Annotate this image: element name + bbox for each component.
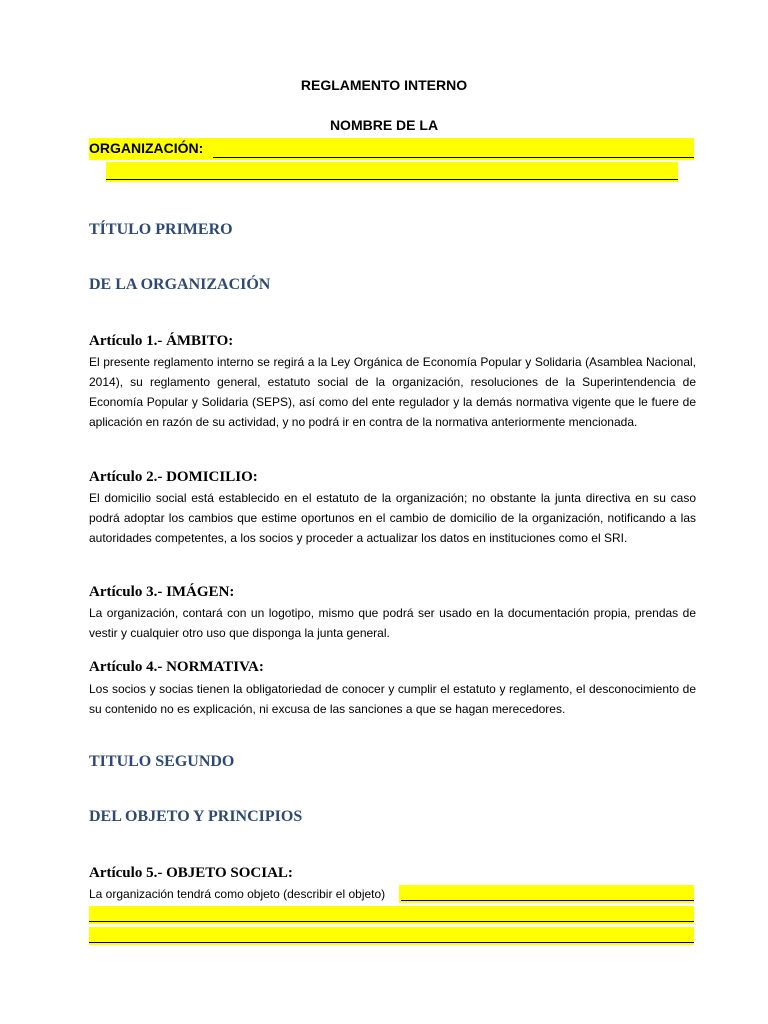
article-4-text: Los socios y socias tienen la obligatoriedad de conocer y cumplir el estatuto y reglamento, el desconocimiento de su contenido no es explicación, ni excusa de las sanciones a que se hagan merecedores. [89,682,696,716]
organization-label: ORGANIZACIÓN: [89,140,204,156]
article-5-title: Artículo 5.- OBJETO SOCIAL: [89,865,293,881]
article-1-text: El presente reglamento interno se regirá a la Ley Orgánica de Economía Popular y Solidaria (Asamblea Nacional, 2014), su reglamento general, estatuto social de la organización, resoluciones de la Superintendencia de Economía Popular y Solidaria (SEPS), así como del ente regulador y la demás normativa vigente que le fuere de aplicación en razón de su actividad, y no podrá ir en contra de la normativa anteriormente mencionada. [89,355,696,429]
organization-name-prefix: NOMBRE DE LA [329,117,439,133]
section-heading-de-la-organizacion: DE LA ORGANIZACIÓN [89,276,271,293]
object-description-line-3[interactable] [89,927,694,945]
section-heading-titulo-segundo: TITULO SEGUNDO [89,753,235,770]
article-2-title: Artículo 2.- DOMICILIO: [89,469,258,485]
section-heading-titulo-primero: TÍTULO PRIMERO [89,221,233,238]
organization-name-field[interactable] [89,138,694,160]
object-description-line-2[interactable] [89,906,694,924]
object-description-line-1[interactable] [89,885,694,903]
organization-fill-line-2 [106,179,678,180]
organization-name-field-continued[interactable] [106,162,678,182]
section-heading-del-objeto: DEL OBJETO Y PRINCIPIOS [89,808,303,825]
article-5-text: La organización tendrá como objeto (describir el objeto) [89,887,386,901]
article-2-text: El domicilio social está establecido en el estatuto de la organización; no obstante la junta directiva en su caso podrá adoptar los cambios que estime oportunos en el cambio de domicilio de la organización, notificando a las autoridades competentes, a los socios y proceder a actualizar los datos en instituciones como el SRI. [89,491,696,545]
article-4-title: Artículo 4.- NORMATIVA: [89,659,264,675]
organization-fill-line [213,157,694,158]
article-3-text: La organización, contará con un logotipo, mismo que podrá ser usado en la documentación propia, prendas de vestir y cualquier otro uso que disponga la junta general. [89,606,696,640]
article-1-title: Artículo 1.- ÁMBITO: [89,333,234,349]
article-3-title: Artículo 3.- IMÁGEN: [89,584,235,600]
document-title: REGLAMENTO INTERNO [300,77,468,93]
